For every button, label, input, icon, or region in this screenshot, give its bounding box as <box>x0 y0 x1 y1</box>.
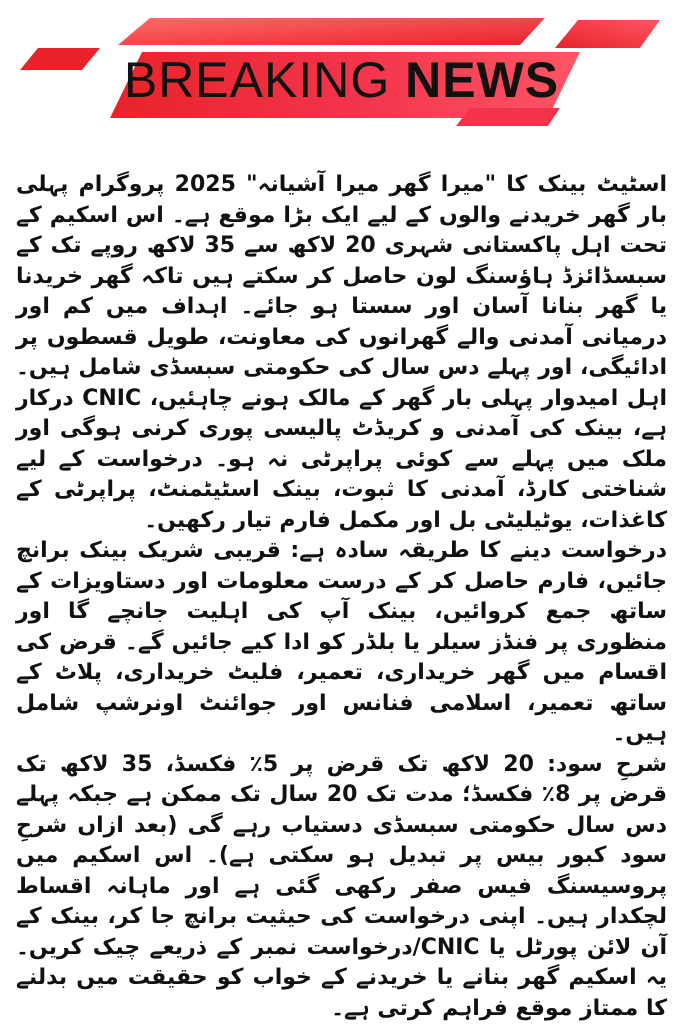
banner-bottom-shard <box>456 108 560 126</box>
banner-word-news: NEWS <box>405 52 560 108</box>
article-paragraph-2: درخواست دینے کا طریقہ سادہ ہے: قریبی شریک بینک برانچ جائیں، فارم حاصل کر کے درست معلومات اور دستاویزات کے ساتھ جمع کروائیں، بینک آپ کی اہلیت جانچے گا اور منظوری پر فنڈز سیلر یا بلڈر کو ادا کیے جائیں گے۔ قرض کی اقسام میں گھر خریداری، تعمیر، فلیٹ خریداری، پلاٹ کے ساتھ تعمیر، اسلامی فنانس اور جوائنٹ اونرشپ شامل ہیں۔ <box>16 538 667 746</box>
article-paragraph-3: شرحِ سود: 20 لاکھ تک قرض پر 5٪ فکسڈ، 35 لاکھ تک قرض پر 8٪ فکسڈ؛ مدت تک 20 سال تک ممکن ہے جبکہ پہلے دس سال حکومتی سبسڈی دستیاب رہے گی (بعد ازاں شرحِ سود کبور بیس پر تبدیل ہو سکتی ہے)۔ اس اسکیم میں پروسیسنگ فیس صفر رکھی گئی ہے اور ماہانہ اقساط لچکدار ہیں۔ اپنی درخواست کی حیثیت برانچ جا کر، بینک کے آن لائن پورٹل یا CNIC/درخواست نمبر کے ذریعے چیک کریں۔ یہ اسکیم گھر بنانے یا خریدنے کے خواب کو حقیقت میں بدلنے کا ممتاز موقع فراہم کرتی ہے۔ <box>16 751 668 1021</box>
article-paragraph-1: اسٹیٹ بینک کا "میرا گھر میرا آشیانہ" 2025 پروگرام پہلی بار گھر خریدنے والوں کے لیے ایک بڑا موقع ہے۔ اس اسکیم کے تحت اہل پاکستانی شہری 20 لاکھ سے 35 لاکھ روپے تک کے سبسڈائزڈ ہاؤسنگ لون حاصل کر سکتے ہیں تاکہ گھر خریدنا یا گھر بنانا آسان اور سستا ہو جائے۔ اہداف میں کم اور درمیانی آمدنی والے گھرانوں کی معاونت، طویل قسطوں پر ادائیگی، اور پہلے دس سال کی حکومتی سبسڈی شامل ہیں۔ اہل امیدوار پہلی بار گھر کے مالک ہونے چاہئیں، CNIC درکار ہے، بینک کی آمدنی و کریڈٹ پالیسی پوری کرنی ہوگی اور ملک میں پہلے سے کوئی پراپرٹی نہ ہو۔ درخواست کے لیے شناختی کارڈ، آمدنی کا ثبوت، بینک اسٹیٹمنٹ، پراپرٹی کے کاغذات، یوٹیلیٹی بل اور مکمل فارم تیار رکھیں۔ <box>16 172 667 533</box>
banner-top-left-shard <box>118 18 545 45</box>
banner-title <box>0 52 683 108</box>
article-body <box>16 170 667 1024</box>
breaking-news-banner <box>0 0 683 150</box>
banner-word-breaking: BREAKING <box>123 52 391 108</box>
banner-top-right-shard <box>555 20 660 48</box>
